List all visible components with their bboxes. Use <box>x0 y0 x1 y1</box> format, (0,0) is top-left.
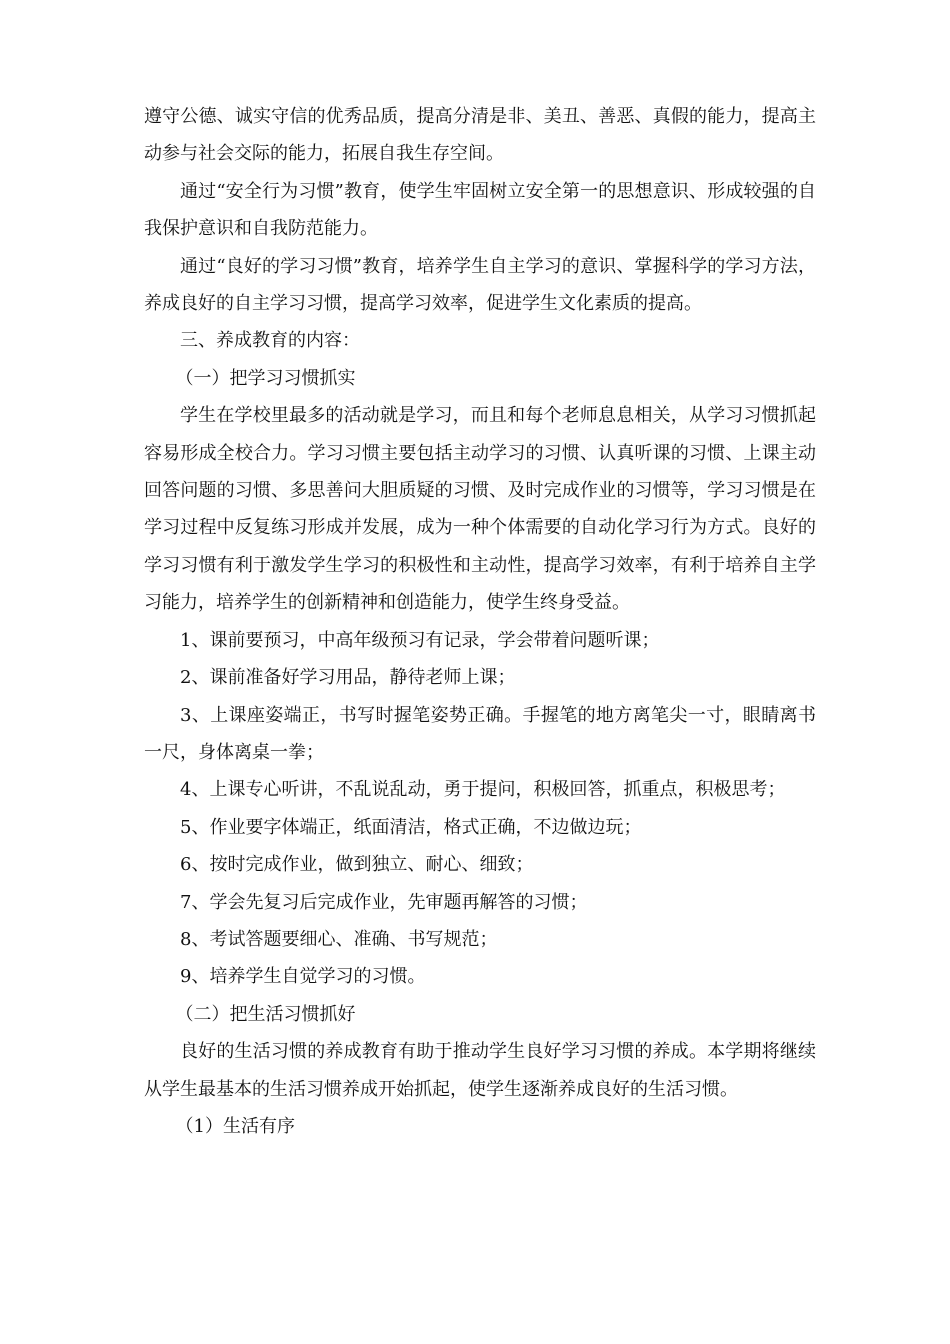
paragraph-life-description: 良好的生活习惯的养成教育有助于推动学生良好学习习惯的养成。本学期将继续从学生最基本的生活习惯养成开始抓起，使学生逐渐养成良好的生活习惯。 <box>144 1041 816 1100</box>
subsection-heading-orderly-life: （1）生活有序 <box>175 1115 295 1137</box>
paragraph-safety-habits: 通过“安全行为习惯”教育，使学生牢固树立安全第一的思想意识、形成较强的自我保护意识和自我防范能力。 <box>144 180 816 240</box>
list-item-2: 2、课前准备好学习用品，静待老师上课； <box>180 667 516 689</box>
subsection-heading-life: （二）把生活习惯抓好 <box>175 1003 356 1025</box>
list-item-9: 9、培养学生自觉学习的习惯。 <box>180 966 426 988</box>
list-item-6: 6、按时完成作业，做到独立、耐心、细致； <box>180 854 534 876</box>
list-item-3: 3、上课座姿端正，书写时握笔姿势正确。手握笔的地方离笔尖一寸，眼睛离书一尺，身体离桌一拳； <box>144 704 816 763</box>
list-item-5: 5、作业要字体端正，纸面清洁，格式正确，不边做边玩； <box>180 816 642 838</box>
list-item-7: 7、学会先复习后完成作业，先审题再解答的习惯； <box>180 891 588 913</box>
list-item-4: 4、上课专心听讲，不乱说乱动，勇于提问，积极回答，抓重点，积极思考； <box>180 779 786 801</box>
paragraph-study-habits: 通过“良好的学习习惯”教育，培养学生自主学习的意识、掌握科学的学习方法，养成良好的自主学习习惯，提高学习效率，促进学生文化素质的提高。 <box>144 255 816 315</box>
document-page <box>144 98 816 1145</box>
paragraph-continuation: 遵守公德、诚实守信的优秀品质，提高分清是非、美丑、善恶、真假的能力，提高主动参与社会交际的能力，拓展自我生存空间。 <box>144 106 816 165</box>
list-item-1: 1、课前要预习，中高年级预习有记录，学会带着问题听课； <box>180 629 660 651</box>
subsection-heading-study: （一）把学习习惯抓实 <box>175 367 356 389</box>
section-heading-content: 三、养成教育的内容： <box>180 330 360 352</box>
list-item-8: 8、考试答题要细心、准确、书写规范； <box>180 928 498 950</box>
paragraph-study-description: 学生在学校里最多的活动就是学习，而且和每个老师息息相关，从学习习惯抓起容易形成全校合力。学习习惯主要包括主动学习的习惯、认真听课的习惯、上课主动回答问题的习惯、多思善问大胆质疑的习惯、及时完成作业的习惯等，学习习惯是在学习过程中反复练习形成并发展，成为一种个体需要的自动化学习行为方式。良好的学习习惯有利于激发学生学习的积极性和主动性，提高学习效率，有利于培养自主学习能力，培养学生的创新精神和创造能力，使学生终身受益。 <box>144 405 816 614</box>
